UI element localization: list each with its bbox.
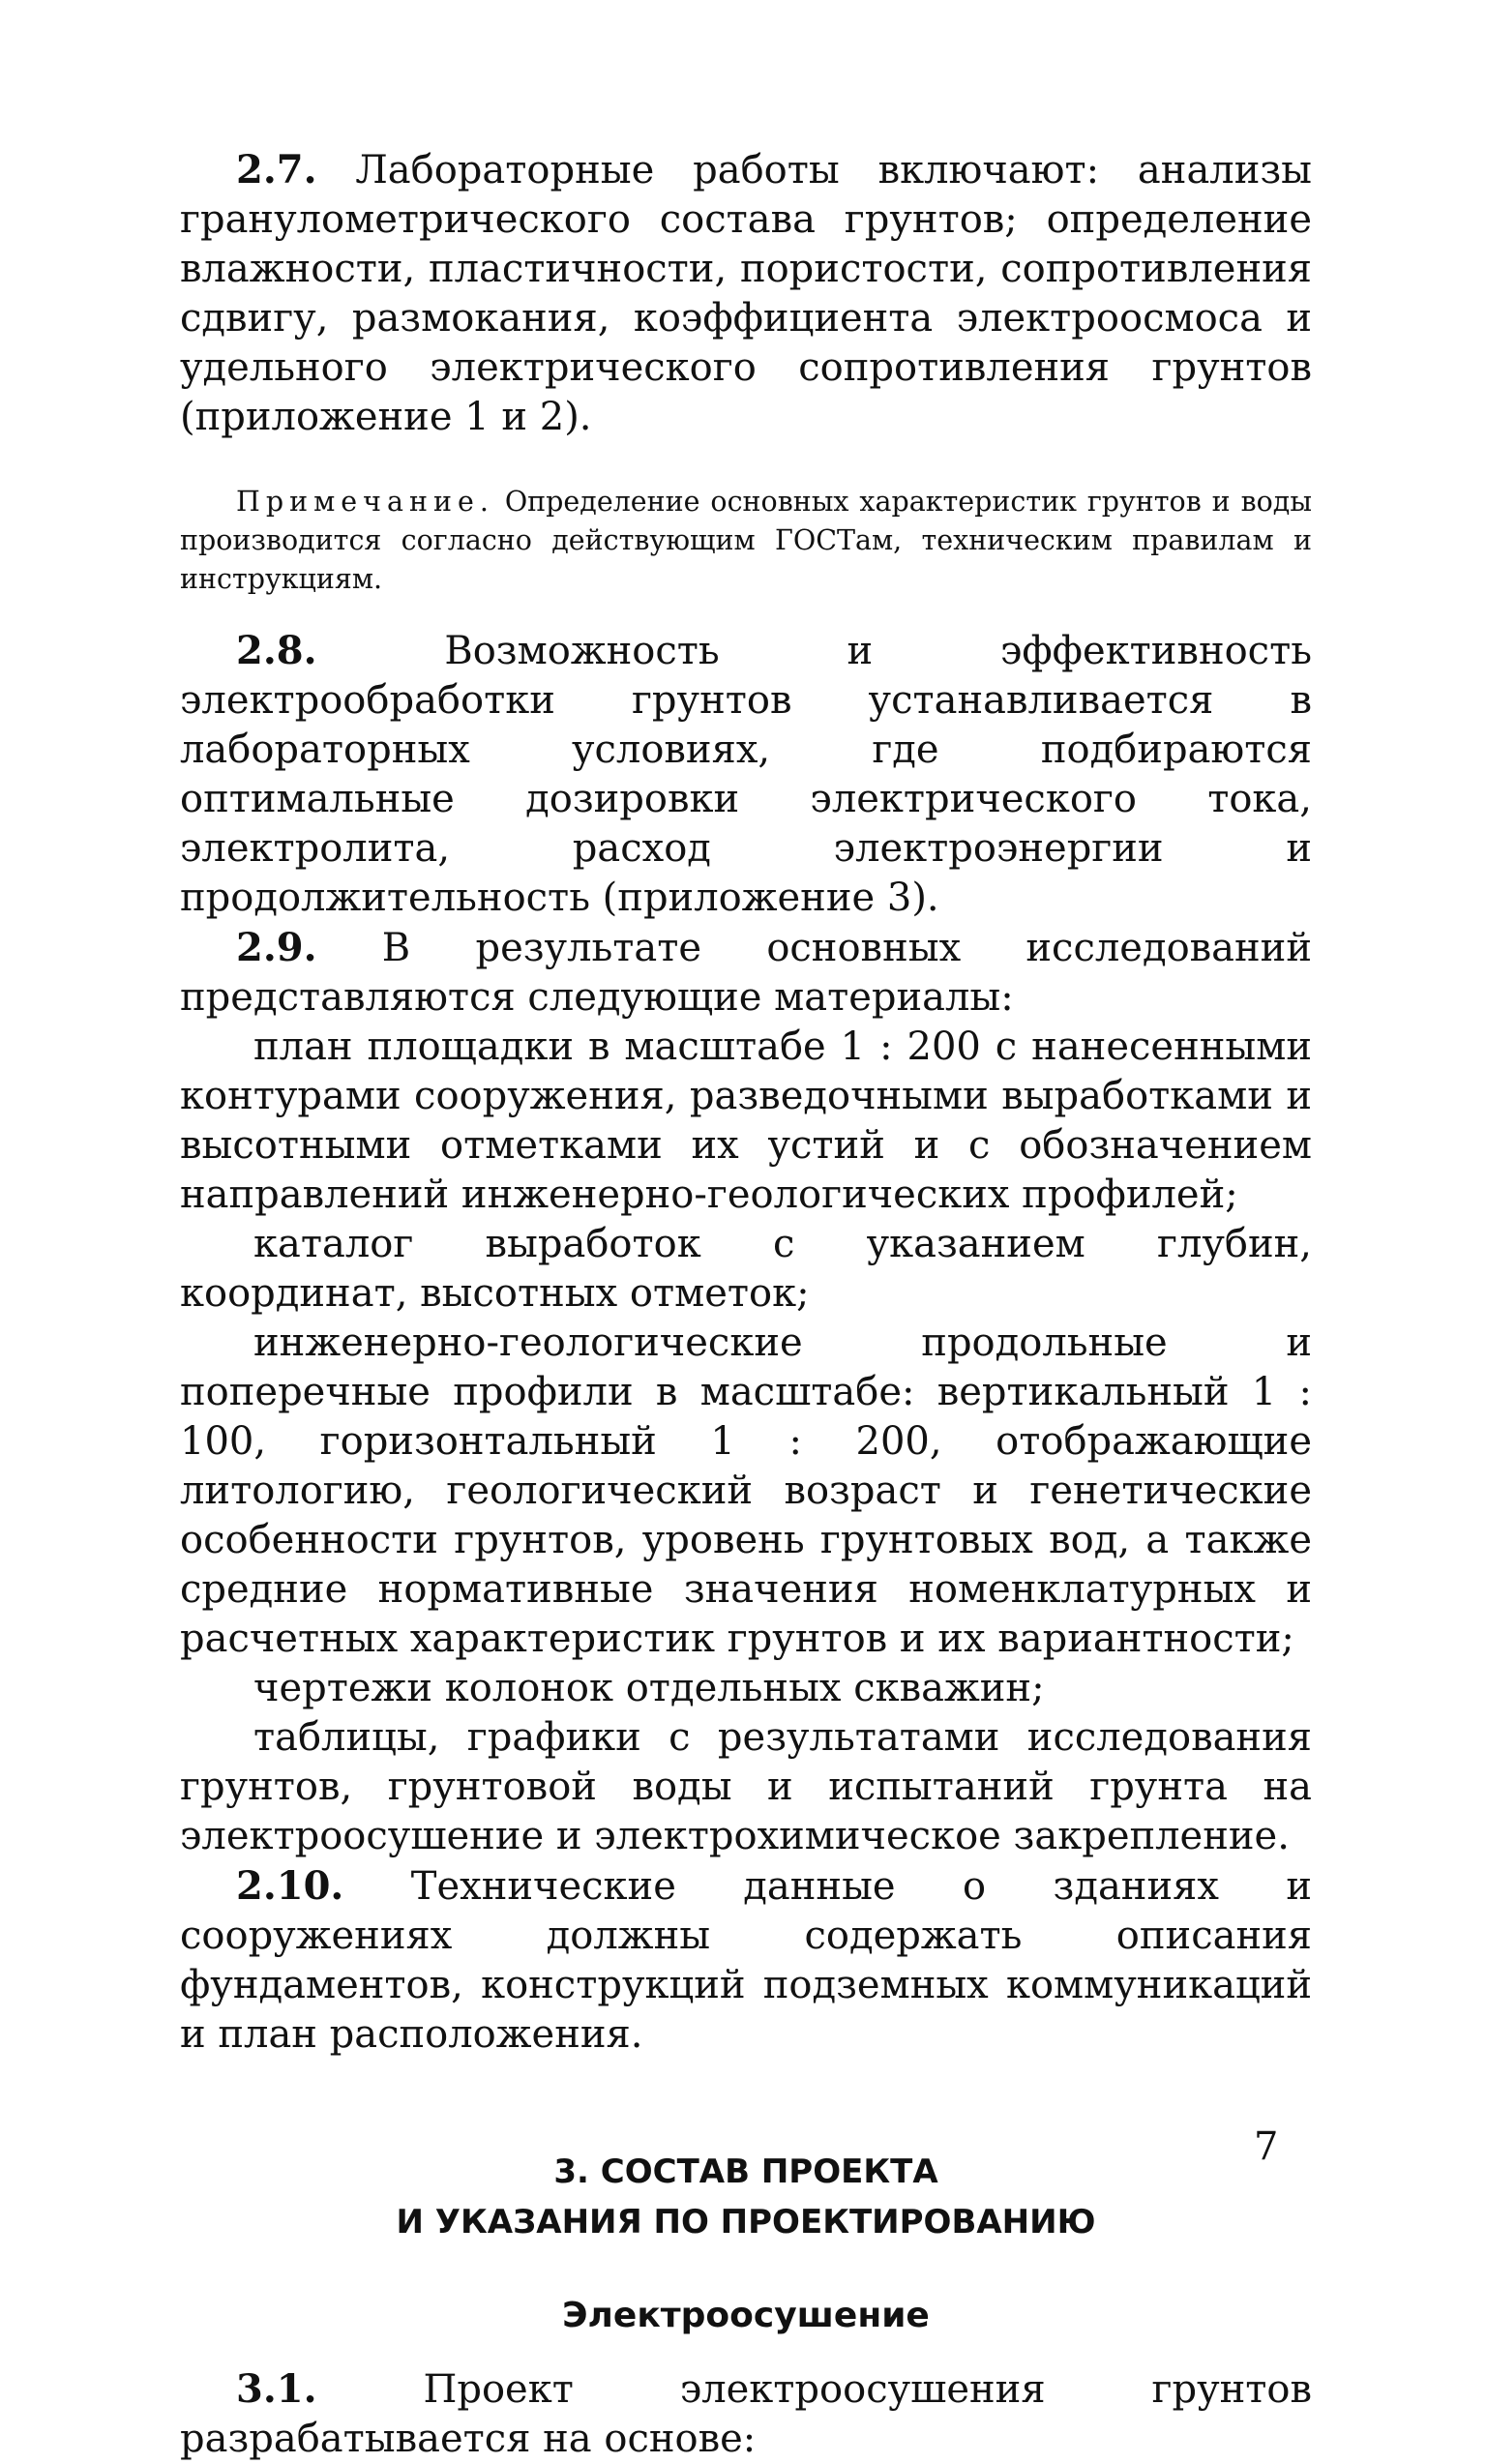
section-heading-line-2: И УКАЗАНИЯ ПО ПРОЕКТИРОВАНИЮ [396,2203,1096,2241]
note-label: Примечание. [236,486,494,518]
paragraph-2-8 [180,626,1312,923]
subsection-heading: Электроосушение [562,2296,930,2335]
paragraph-text: Лабораторные работы включают: анализы гранулометрического состава грунтов; определение влажности, пластичности, пористости, сопротивления сдвигу, размокания, коэффициента электроосмоса и удельного электрического сопротивления грунтов (приложение 1 и 2). [180,148,1313,439]
paragraph-2-7 [180,145,1312,442]
document-page [180,145,1312,2464]
paragraph-number: 2.7. [236,147,317,193]
list-item: чертежи колонок отдельных скважин; [253,1666,1045,1710]
list-item: план площадки в масштабе 1 : 200 с нанесенными контурами сооружения, разведочными выработками и высотными отметками их устий и с обозначением направлений инженерно-геологических профилей; [180,1024,1312,1217]
list-item: таблицы, графики с результатами исследования грунтов, грунтовой воды и испытаний грунта на электроосушение и электрохимическое закрепление. [180,1715,1312,1858]
page-number: 7 [1254,2124,1279,2169]
paragraph-text: Технические данные о зданиях и сооружениях должны содержать описания фундаментов, конструкций подземных коммуникаций и план расположения. [180,1864,1312,2057]
list-item: инженерно-геологические продольные и поперечные профили в масштабе: вертикальный 1 : 100, горизонтальный 1 : 200, отображающие литологию, геологический возраст и генетические особенности грунтов, уровень грунтовых вод, а также средние нормативные значения номенклатурных и расчетных характеристик грунтов и их вариантности; [180,1321,1312,1661]
list-item: каталог выработок с указанием глубин, координат, высотных отметок; [180,1222,1312,1316]
paragraph-text: В результате основных исследований представляются следующие материалы: [180,926,1312,1020]
note [180,483,1312,599]
paragraph-3-1 [180,2364,1312,2464]
section-heading-line-1: 3. СОСТАВ ПРОЕКТА [553,2152,938,2191]
paragraph-number: 3.1. [236,2366,317,2412]
paragraph-number: 2.10. [236,1863,344,1909]
paragraph-number: 2.9. [236,925,317,970]
paragraph-text: Возможность и эффективность электрообработки грунтов устанавливается в лабораторных условиях, где подбираются оптимальные дозировки электрического тока, электролита, расход электроэнергии и продолжительность (приложение 3). [180,629,1312,920]
paragraph-2-9 [180,923,1312,1023]
paragraph-2-10 [180,1861,1312,2060]
paragraph-text: Проект электроосушения грунтов разрабатывается на основе: [180,2367,1312,2461]
section-heading [180,2147,1312,2247]
paragraph-number: 2.8. [236,628,317,673]
note-text: Определение основных характеристик грунтов и воды производится согласно действующим ГОСТам, техническим правилам и инструкциям. [180,486,1312,595]
